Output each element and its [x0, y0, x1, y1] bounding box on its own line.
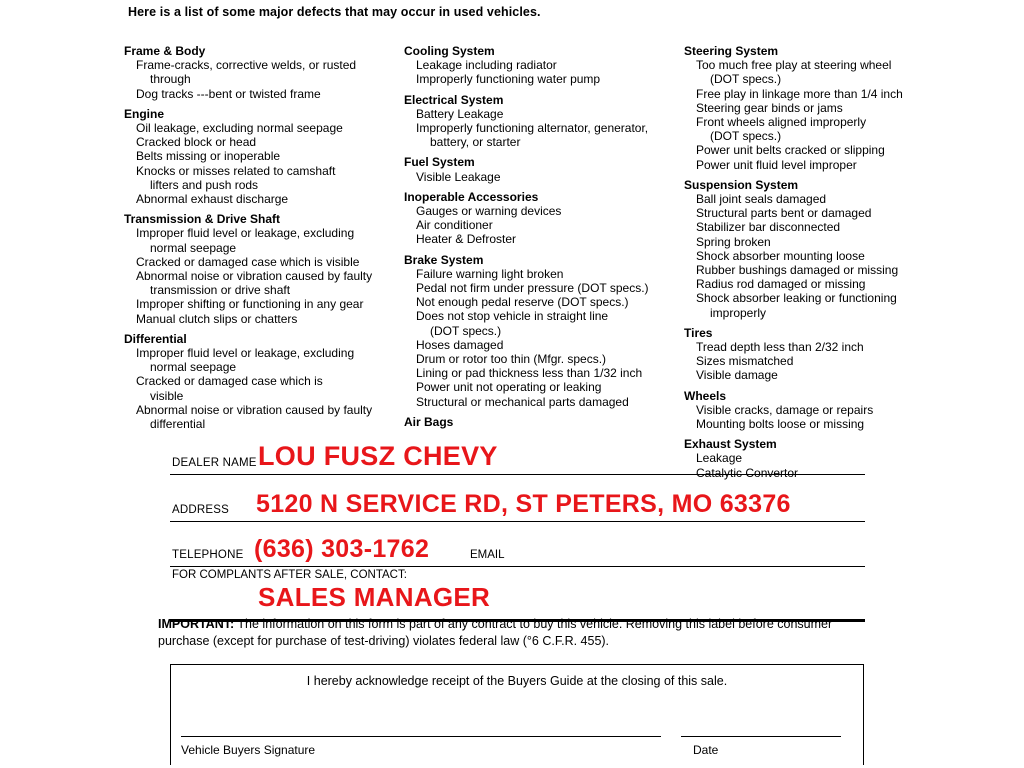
defect-item: Cracked or damaged case which is: [136, 374, 323, 389]
defect-item: Pedal not firm under pressure (DOT specs.): [416, 281, 649, 296]
defect-item: Stabilizer bar disconnected: [696, 220, 841, 235]
defect-item: Ball joint seals damaged: [696, 192, 827, 207]
defect-item: Not enough pedal reserve (DOT specs.): [416, 295, 629, 310]
defect-group-title: Exhaust System: [684, 437, 777, 452]
defect-item: improperly: [710, 305, 767, 320]
dealer-telephone-row: [170, 522, 865, 567]
defect-item: Heater & Defroster: [416, 232, 517, 247]
dealer-email-label: EMAIL: [470, 549, 505, 561]
defect-item: Free play in linkage more than 1/4 inch: [696, 86, 903, 101]
defect-item: (DOT specs.): [710, 72, 782, 87]
defect-group-title: Fuel System: [404, 155, 475, 170]
defect-group: [684, 178, 924, 320]
defect-group: [124, 212, 394, 326]
defect-item: transmission or drive shaft: [150, 283, 291, 298]
defect-item: Battery Leakage: [416, 106, 504, 121]
defect-item: Leakage including radiator: [416, 58, 557, 73]
defect-item: Improper fluid level or leakage, excluding: [136, 346, 355, 361]
defect-group: [404, 253, 674, 409]
defect-item: Front wheels aligned improperly: [696, 115, 867, 130]
important-text: The information on this form is part of any contract to buy this vehicle. Removing this label before consumer purchase (except for purchase of test-driving) violates federal law (°6 C.F.R. 455).: [158, 617, 833, 648]
defect-item: Power unit belts cracked or slipping: [696, 143, 885, 158]
defect-group: [684, 389, 924, 432]
date-label: Date: [693, 743, 719, 757]
defect-item: lifters and push rods: [150, 177, 259, 192]
defect-item: Radius rod damaged or missing: [696, 277, 866, 292]
defect-group-title: Inoperable Accessories: [404, 189, 539, 204]
defect-item: Visible Leakage: [416, 169, 501, 184]
defect-item: Power unit fluid level improper: [696, 157, 857, 172]
defect-group: [124, 332, 394, 431]
defect-item: Shock absorber leaking or functioning: [696, 291, 897, 306]
defect-item: Lining or pad thickness less than 1/32 inch: [416, 366, 643, 381]
defect-group: [684, 44, 924, 172]
defect-item: Structural parts bent or damaged: [696, 206, 872, 221]
defect-item: (DOT specs.): [710, 129, 782, 144]
defect-item: Too much free play at steering wheel: [696, 58, 892, 73]
defect-item: battery, or starter: [430, 135, 521, 150]
defect-item: Improperly functioning water pump: [416, 72, 601, 87]
defect-group-title: Differential: [124, 331, 187, 346]
defect-item: visible: [150, 388, 184, 403]
defect-item: Abnormal noise or vibration caused by faulty: [136, 402, 373, 417]
defect-item: normal seepage: [150, 240, 237, 255]
defect-group: [404, 415, 674, 429]
defect-group-title: Electrical System: [404, 92, 504, 107]
dealer-complaints-label: FOR COMPLANTS AFTER SALE, CONTACT:: [172, 569, 407, 581]
defect-item: Abnormal noise or vibration caused by faulty: [136, 269, 373, 284]
defect-item: Oil leakage, excluding normal seepage: [136, 121, 343, 136]
defect-group: [684, 326, 924, 383]
defect-item: Rubber bushings damaged or missing: [696, 263, 899, 278]
defects-column-1: [124, 44, 394, 431]
defect-group: [404, 155, 674, 183]
dealer-telephone-value: (636) 303-1762: [254, 535, 430, 563]
defect-item: Manual clutch slips or chatters: [136, 311, 298, 326]
defects-column-2: [404, 44, 674, 429]
defect-item: (DOT specs.): [430, 323, 502, 338]
signature-line[interactable]: [181, 736, 661, 737]
defect-group-title: Transmission & Drive Shaft: [124, 212, 281, 227]
defect-item: Does not stop vehicle in straight line: [416, 309, 609, 324]
defect-item: Belts missing or inoperable: [136, 149, 281, 164]
dealer-telephone-label: TELEPHONE: [172, 549, 244, 561]
defect-item: Visible cracks, damage or repairs: [696, 402, 874, 417]
dealer-complaints-row: [170, 567, 865, 622]
defect-item: Steering gear binds or jams: [696, 100, 843, 115]
defect-item: Leakage: [696, 451, 743, 466]
defect-group-title: Wheels: [684, 388, 727, 403]
defect-item: Hoses damaged: [416, 337, 504, 352]
defect-item: Power unit not operating or leaking: [416, 380, 602, 395]
defect-item: Spring broken: [696, 234, 771, 249]
important-prefix: IMPORTANT:: [158, 617, 235, 631]
defect-item: Failure warning light broken: [416, 266, 564, 281]
defect-group-title: Frame & Body: [124, 44, 206, 58]
defect-item: Improper fluid level or leakage, excluding: [136, 226, 355, 241]
defect-item: Tread depth less than 2/32 inch: [696, 340, 864, 355]
defect-item: Improper shifting or functioning in any gear: [136, 297, 364, 312]
dealer-info-block: [170, 430, 865, 622]
acknowledgement-box: [170, 664, 864, 765]
defect-item: Dog tracks ---bent or twisted frame: [136, 86, 321, 101]
defect-group: [124, 44, 394, 101]
defect-item: differential: [150, 417, 206, 432]
dealer-name-value: LOU FUSZ CHEVY: [258, 441, 498, 471]
defect-item: Abnormal exhaust discharge: [136, 192, 289, 207]
dealer-address-row: [170, 475, 865, 522]
defect-group: [124, 107, 394, 206]
defect-group: [404, 190, 674, 247]
acknowledgement-text: I hereby acknowledge receipt of the Buyers Guide at the closing of this sale.: [306, 674, 728, 688]
defect-item: Drum or rotor too thin (Mfgr. specs.): [416, 352, 607, 367]
defect-item: Sizes mismatched: [696, 354, 794, 369]
defects-column-3: [684, 44, 924, 480]
defect-item: Visible damage: [696, 368, 778, 383]
defect-group-title: Cooling System: [404, 44, 495, 58]
defect-item: through: [150, 72, 191, 87]
defect-group-title: Air Bags: [404, 414, 454, 429]
defect-item: Structural or mechanical parts damaged: [416, 394, 629, 409]
defect-group-title: Brake System: [404, 252, 484, 267]
dealer-name-label: DEALER NAME: [172, 457, 257, 469]
date-line[interactable]: [681, 736, 841, 737]
signature-label: Vehicle Buyers Signature: [181, 743, 316, 757]
dealer-address-value: 5120 N SERVICE RD, ST PETERS, MO 63376: [256, 490, 791, 518]
defect-item: Catalytic Convertor: [696, 465, 799, 480]
defect-group: [404, 44, 674, 87]
defect-group: [404, 93, 674, 150]
defect-item: Improperly functioning alternator, generator,: [416, 121, 649, 136]
defect-item: Gauges or warning devices: [416, 204, 562, 219]
intro-text: Here is a list of some major defects that may occur in used vehicles.: [128, 5, 541, 19]
dealer-address-label: ADDRESS: [172, 504, 229, 516]
defect-group-title: Tires: [684, 325, 713, 340]
defect-item: Cracked block or head: [136, 135, 257, 150]
defect-group-title: Suspension System: [684, 177, 799, 192]
defect-item: Cracked or damaged case which is visible: [136, 254, 360, 269]
defect-item: Frame-cracks, corrective welds, or rusted: [136, 58, 357, 73]
important-notice: [158, 616, 858, 650]
defect-item: Knocks or misses related to camshaft: [136, 163, 336, 178]
defect-item: normal seepage: [150, 360, 237, 375]
defect-group-title: Engine: [124, 106, 165, 121]
dealer-name-row: [170, 430, 865, 475]
dealer-complaints-value: SALES MANAGER: [258, 582, 491, 612]
defect-group-title: Steering System: [684, 44, 779, 58]
defect-item: Shock absorber mounting loose: [696, 248, 865, 263]
defect-item: Air conditioner: [416, 218, 493, 233]
defect-item: Mounting bolts loose or missing: [696, 417, 865, 432]
